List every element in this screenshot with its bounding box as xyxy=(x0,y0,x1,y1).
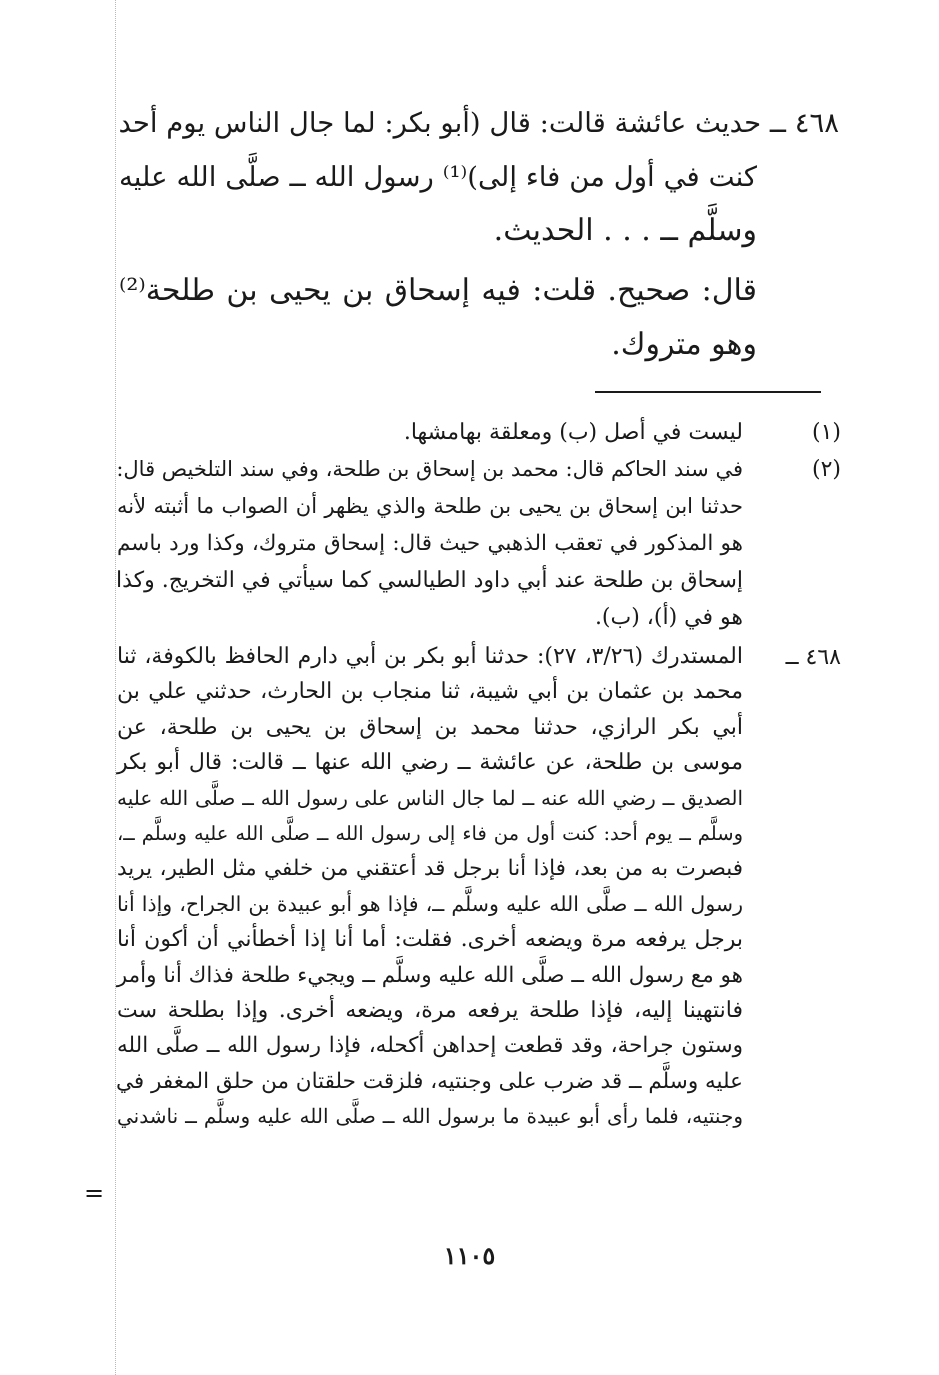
verdict-line: قال: صحيح. قلت: فيه إسحاق بن يحيى بن طلحة⁽²⁾ xyxy=(119,273,757,308)
footnote-2 xyxy=(117,451,841,636)
continuation-mark: = xyxy=(84,1179,105,1207)
takhrij-line: أبي بكر الرازي، حدثنا محمد بن إسحاق بن يحيى بن طلحة، عن xyxy=(117,714,743,740)
footnote-line: هو المذكور في تعقب الذهبي حيث قال: إسحاق متروك، وكذا ورد باسم xyxy=(117,531,743,556)
takhrij-line: هو مع رسول الله ــ صلَّى الله عليه وسلَّم ــ ويجيء طلحة فذاك أنا وأمر xyxy=(116,962,743,988)
verdict-line: وهو متروك. xyxy=(611,327,757,362)
footnote-separator xyxy=(595,391,821,393)
hadith-text-line: كنت في أول من فاء إلى)⁽¹⁾ رسول الله ــ صلَّى الله عليه xyxy=(119,161,757,193)
footnote-1 xyxy=(117,414,841,451)
hadith-entry xyxy=(119,96,839,372)
scan-edge-line xyxy=(115,0,116,1375)
footnote-body xyxy=(117,451,743,636)
takhrij-line: المستدرك (٣/٢٦، ٢٧): حدثنا أبو بكر بن أبي دارم الحافظ بالكوفة، ثنا xyxy=(117,644,743,669)
takhrij-line: وسلَّم ــ يوم أحد: كنت أول من فاء إلى رسول الله ــ صلَّى الله عليه وسلَّم ــ، xyxy=(117,822,743,846)
takhrij-line: فانتهينا إليه، فإذا طلحة يرفعه مرة، ويضعه أخرى. وإذا بطلحة ست xyxy=(117,998,743,1024)
takhrij-line: وستون جراحة، وقد قطعت إحداهن أكحله، فإذا رسول الله ــ صلَّى الله xyxy=(117,1033,743,1059)
takhrij-line: موسى بن طلحة، عن عائشة ــ رضي الله عنها ــ قالت: قال أبو بكر xyxy=(117,750,743,776)
footnote-line: في سند الحاكم قال: محمد بن إسحاق بن طلحة، وفي سند التلخيص قال: xyxy=(116,457,743,481)
footnote-line: هو في (أ)، (ب). xyxy=(594,605,743,630)
takhrij-line: محمد بن عثمان بن أبي شيبة، ثنا منجاب بن الحارث، حدثني علي بن xyxy=(117,679,743,705)
takhrij-marker: ٤٦٨ ــ xyxy=(785,645,841,670)
footnote-line: إسحاق بن طلحة عند أبي داود الطيالسي كما سيأتي في التخريج. وكذا xyxy=(115,568,743,593)
hadith-text-line: وسلَّم ــ . . . الحديث. xyxy=(493,213,757,248)
footnote-line: حدثنا ابن إسحاق بن يحيى بن طلحة والذي يظهر أن الصواب ما أثبته لأنه xyxy=(117,494,743,518)
takhrij-entry xyxy=(117,639,841,1135)
takhrij-line: رسول الله ــ صلَّى الله عليه وسلَّم ــ، فإذا هو أبو عبيدة بن الجراح، وإذا أنا xyxy=(117,891,743,916)
takhrij-body xyxy=(117,639,743,1135)
takhrij-line: برجل يرفعه مرة ويضعه أخرى. فقلت: أما أنا إذا أخطأني أن أكون أنا xyxy=(117,927,743,953)
takhrij-line: وجنتيه، فلما رأى أبو عبيدة ما برسول الله ــ صلَّى الله عليه وسلَّم ــ ناشدني xyxy=(117,1104,743,1129)
takhrij-line: الصديق ــ رضي الله عنه ــ لما جال الناس على رسول الله ــ صلَّى الله عليه xyxy=(117,785,743,810)
hadith-verdict xyxy=(119,264,839,372)
takhrij-line: فبصرت به من بعد، فإذا أنا برجل قد أعتقني من خلفي مثل الطير، يريد xyxy=(117,856,743,882)
footnote-body xyxy=(117,414,743,451)
page-number: ١١٠٥ xyxy=(443,1241,496,1270)
footnotes-section xyxy=(117,414,841,1135)
footnote-line: ليست في أصل (ب) ومعلقة بهامشها. xyxy=(403,420,743,445)
footnote-marker: (٢) xyxy=(811,457,841,482)
footnote-marker: (١) xyxy=(811,420,841,445)
takhrij-line: عليه وسلَّم ــ قد ضرب على وجنتيه، فلزقت حلقتان من حلق المغفر في xyxy=(115,1068,743,1094)
hadith-text-line: ٤٦٨ ــ حديث عائشة قالت: قال (أبو بكر: لما جال الناس يوم أحد xyxy=(118,107,839,139)
